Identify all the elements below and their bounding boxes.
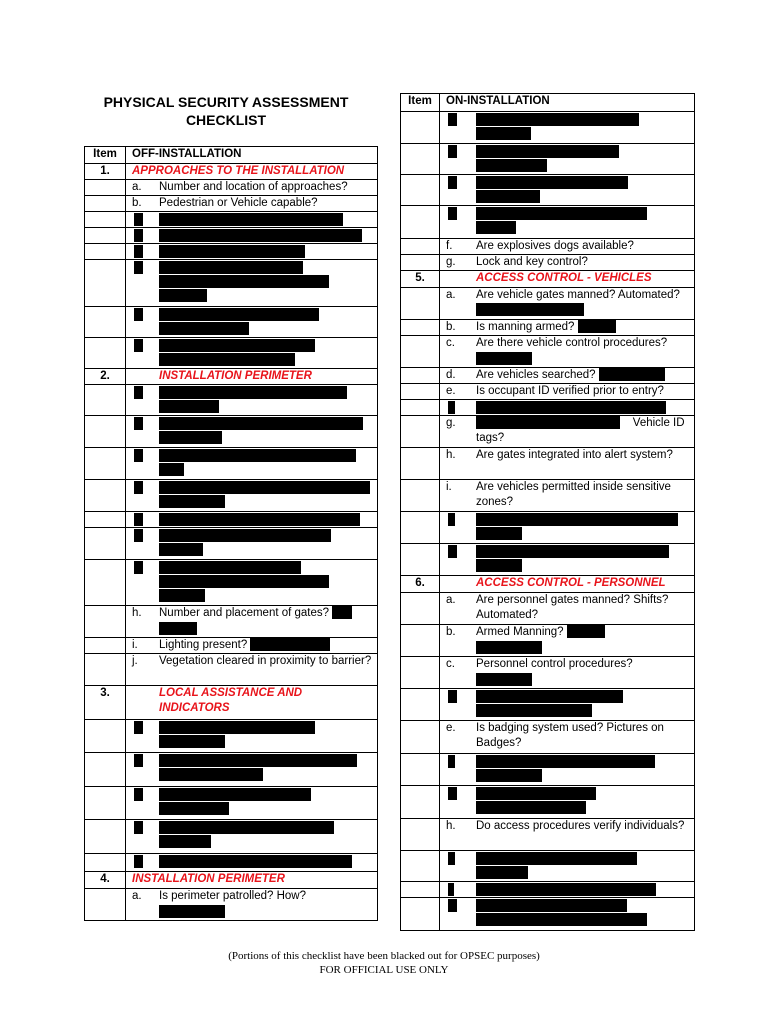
redaction-bar (476, 416, 620, 429)
item-text: Vegetation cleared in proximity to barrier? (159, 655, 372, 667)
redaction-bar (476, 113, 639, 126)
checklist-row (85, 638, 378, 654)
redacted-block (126, 560, 378, 606)
redaction-bar (448, 899, 457, 912)
redaction-bar (134, 417, 143, 430)
checklist-row (401, 721, 695, 754)
redaction-bar (134, 855, 143, 868)
redaction-bar (159, 768, 263, 781)
redaction-bar (476, 690, 623, 703)
redaction-bar (159, 513, 360, 526)
redaction-bar (159, 529, 331, 542)
item-text: Number and placement of gates? (159, 607, 330, 619)
section-row (85, 369, 378, 385)
redaction-bar (159, 308, 319, 321)
section-number: 6. (401, 576, 440, 593)
redaction-bar (476, 801, 586, 814)
redaction-bar (159, 835, 211, 848)
redacted-row (85, 228, 378, 244)
redaction-bar (476, 641, 542, 654)
checklist-row (401, 819, 695, 851)
redaction-bar (134, 245, 143, 258)
redacted-row (85, 753, 378, 787)
header-row (85, 147, 378, 164)
redacted-block (440, 851, 695, 882)
redaction-bar (159, 481, 370, 494)
redaction-bar (159, 289, 207, 302)
redacted-block (440, 175, 695, 206)
redacted-block (440, 400, 695, 416)
item-text: Is perimeter patrolled? How? (159, 890, 307, 902)
redacted-row (401, 689, 695, 721)
redaction-bar (159, 495, 225, 508)
redaction-bar (134, 213, 143, 226)
redaction-bar (134, 386, 143, 399)
redacted-block (440, 112, 695, 144)
redaction-bar (448, 145, 457, 158)
item-letter: d. (446, 369, 456, 381)
redacted-block (126, 244, 378, 260)
redacted-row (85, 448, 378, 480)
section-title: APPROACHES TO THE INSTALLATION (126, 164, 378, 180)
section-title: ACCESS CONTROL - PERSONNEL (440, 576, 695, 593)
item-letter: i. (132, 639, 138, 651)
redacted-block (440, 512, 695, 544)
section-number: 3. (85, 686, 126, 720)
redacted-row (401, 882, 695, 898)
item-text: Lighting present? (159, 639, 248, 651)
redaction-bar (159, 322, 249, 335)
checklist-row (401, 593, 695, 625)
item-letter: a. (446, 289, 456, 301)
redaction-bar (159, 855, 352, 868)
checklist-row (85, 180, 378, 196)
redacted-block (126, 854, 378, 872)
item-letter: c. (446, 337, 455, 349)
redaction-bar (476, 127, 531, 140)
redacted-row (85, 528, 378, 560)
redaction-bar (448, 207, 457, 220)
redaction-bar (476, 527, 522, 540)
checklist-row (401, 416, 695, 448)
section-number: 4. (85, 872, 126, 889)
item-text: Is manning armed? (476, 321, 575, 333)
redaction-bar (578, 320, 616, 333)
section-title: LOCAL ASSISTANCE AND INDICATORS (126, 686, 378, 720)
redacted-block (126, 448, 378, 480)
redacted-block (126, 260, 378, 307)
redacted-row (85, 338, 378, 369)
redacted-row (85, 244, 378, 260)
redacted-row (85, 720, 378, 753)
redaction-bar (159, 449, 356, 462)
redaction-bar (476, 769, 542, 782)
redaction-bar (159, 353, 295, 366)
checklist-row (401, 239, 695, 255)
redacted-row (401, 512, 695, 544)
item-text: Do access procedures verify individuals? (476, 820, 685, 832)
redaction-bar (134, 308, 143, 321)
item-letter: g. (446, 417, 456, 429)
redaction-bar (476, 190, 540, 203)
item-text: Number and location of approaches? (159, 181, 348, 193)
title-line-1: PHYSICAL SECURITY ASSESSMENT (103, 94, 349, 110)
redaction-bar (448, 401, 455, 414)
redaction-bar (476, 852, 637, 865)
redacted-block (440, 898, 695, 931)
redacted-block (440, 544, 695, 576)
item-text: Are personnel gates manned? Shifts? Automated? (476, 594, 669, 621)
redacted-row (85, 820, 378, 854)
redaction-bar (159, 463, 184, 476)
redacted-block (126, 820, 378, 854)
section-row (401, 576, 695, 593)
checklist-row (401, 368, 695, 384)
redaction-bar (476, 545, 669, 558)
checklist-row (85, 889, 378, 921)
redacted-block (126, 753, 378, 787)
redacted-block (126, 416, 378, 448)
off-installation-table (84, 146, 378, 921)
redaction-bar (159, 245, 305, 258)
redacted-block (440, 786, 695, 819)
item-text: Armed Manning? (476, 626, 564, 638)
redacted-row (401, 175, 695, 206)
redacted-block (126, 528, 378, 560)
redacted-row (401, 754, 695, 786)
item-letter: b. (132, 197, 142, 209)
redacted-row (401, 786, 695, 819)
redaction-bar (448, 755, 455, 768)
redacted-block (126, 512, 378, 528)
item-text: Pedestrian or Vehicle capable? (159, 197, 318, 209)
redaction-bar (448, 545, 457, 558)
redaction-bar (159, 589, 205, 602)
checklist-row (85, 606, 378, 638)
item-text: Is occupant ID verified prior to entry? (476, 385, 664, 397)
redaction-bar (476, 176, 628, 189)
redaction-bar (476, 303, 584, 316)
item-letter: h. (446, 449, 456, 461)
redaction-bar (476, 913, 647, 926)
redaction-bar (159, 400, 219, 413)
section-number: 5. (401, 271, 440, 288)
redaction-bar (159, 802, 229, 815)
item-text: Lock and key control? (476, 256, 588, 268)
redaction-bar (476, 221, 516, 234)
redacted-block (126, 307, 378, 338)
redaction-bar (134, 513, 143, 526)
section-row (401, 271, 695, 288)
page-title (84, 93, 368, 129)
section-row (85, 164, 378, 180)
redaction-bar (476, 883, 656, 896)
checklist-row (85, 654, 378, 686)
redacted-row (85, 416, 378, 448)
redaction-bar (159, 575, 329, 588)
opsec-note: (Portions of this checklist have been blacked out for OPSEC purposes) (228, 950, 540, 962)
redacted-block (126, 720, 378, 753)
redaction-bar (159, 561, 301, 574)
title-line-2: CHECKLIST (185, 112, 267, 128)
redacted-row (85, 480, 378, 512)
item-text: Are explosives dogs available? (476, 240, 634, 252)
redacted-row (85, 512, 378, 528)
redaction-bar (476, 755, 655, 768)
item-text: Vehicle ID tags? (476, 417, 685, 444)
col-item-header: Item (85, 147, 126, 164)
section-title: INSTALLATION PERIMETER (126, 872, 378, 889)
redacted-block (126, 212, 378, 228)
redaction-bar (159, 721, 315, 734)
checklist-row (401, 288, 695, 320)
redaction-bar (159, 788, 311, 801)
checklist-row (401, 625, 695, 657)
redaction-bar (159, 431, 222, 444)
redaction-bar (159, 821, 334, 834)
checklist-row (85, 196, 378, 212)
redaction-bar (476, 787, 596, 800)
redaction-bar (159, 622, 197, 635)
item-letter: c. (446, 658, 455, 670)
redacted-row (85, 307, 378, 338)
redacted-row (85, 212, 378, 228)
checklist-row (401, 384, 695, 400)
redaction-bar (134, 261, 143, 274)
section-row (85, 686, 378, 720)
col-section-header: ON-INSTALLATION (440, 94, 695, 112)
section-number: 2. (85, 369, 126, 385)
redaction-bar (134, 788, 143, 801)
redaction-bar (448, 690, 457, 703)
redaction-bar (448, 176, 457, 189)
redaction-bar (476, 704, 592, 717)
redaction-bar (159, 386, 347, 399)
fouo-marking: FOR OFFICIAL USE ONLY (319, 964, 449, 976)
redaction-bar (159, 275, 329, 288)
redaction-bar (159, 261, 303, 274)
redaction-bar (134, 821, 143, 834)
redaction-bar (134, 481, 143, 494)
section-title: INSTALLATION PERIMETER (126, 369, 378, 385)
redacted-row (401, 898, 695, 931)
redacted-row (401, 544, 695, 576)
redacted-block (126, 480, 378, 512)
redaction-bar (599, 368, 665, 381)
item-text: Are vehicles searched? (476, 369, 596, 381)
redaction-bar (159, 754, 357, 767)
redaction-bar (476, 673, 532, 686)
redaction-bar (134, 721, 143, 734)
redacted-block (440, 754, 695, 786)
redacted-row (401, 112, 695, 144)
section-number: 1. (85, 164, 126, 180)
redaction-bar (476, 899, 627, 912)
item-letter: b. (446, 626, 456, 638)
redaction-bar (448, 113, 457, 126)
redaction-bar (159, 339, 315, 352)
item-letter: b. (446, 321, 456, 333)
redacted-block (440, 144, 695, 175)
redaction-bar (159, 229, 362, 242)
redacted-row (85, 385, 378, 416)
redacted-block (440, 689, 695, 721)
redaction-bar (476, 352, 532, 365)
item-letter: a. (446, 594, 456, 606)
redaction-bar (476, 401, 666, 414)
redaction-bar (159, 213, 343, 226)
redacted-block (440, 882, 695, 898)
redaction-bar (134, 229, 143, 242)
section-row (85, 872, 378, 889)
item-letter: h. (132, 607, 142, 619)
item-letter: h. (446, 820, 456, 832)
redaction-bar (159, 543, 203, 556)
redacted-row (401, 206, 695, 239)
redaction-bar (159, 417, 363, 430)
redacted-row (401, 851, 695, 882)
item-letter: e. (446, 722, 456, 734)
redacted-block (126, 228, 378, 244)
redaction-bar (159, 735, 225, 748)
redacted-block (126, 338, 378, 369)
redaction-bar (448, 852, 455, 865)
item-letter: a. (132, 890, 142, 902)
redaction-bar (250, 638, 330, 651)
checklist-row (401, 480, 695, 512)
redaction-bar (476, 207, 647, 220)
redaction-bar (567, 625, 605, 638)
redaction-bar (476, 145, 619, 158)
redaction-bar (134, 449, 143, 462)
redacted-block (126, 385, 378, 416)
redacted-row (85, 560, 378, 606)
item-text: Are vehicle gates manned? Automated? (476, 289, 680, 301)
checklist-row (401, 320, 695, 336)
col-item-header: Item (401, 94, 440, 112)
redacted-row (401, 400, 695, 416)
item-letter: j. (132, 655, 138, 667)
redaction-bar (134, 339, 143, 352)
item-text: Are there vehicle control procedures? (476, 337, 668, 349)
item-letter: g. (446, 256, 456, 268)
redaction-bar (134, 754, 143, 767)
header-row (401, 94, 695, 112)
redacted-row (85, 787, 378, 820)
redacted-row (401, 144, 695, 175)
redaction-bar (448, 787, 457, 800)
checklist-row (401, 657, 695, 689)
redacted-row (85, 260, 378, 307)
redaction-bar (134, 561, 143, 574)
item-letter: e. (446, 385, 456, 397)
item-letter: a. (132, 181, 142, 193)
on-installation-table (400, 93, 695, 931)
redaction-bar (448, 513, 455, 526)
checklist-row (401, 448, 695, 480)
redaction-bar (159, 905, 225, 918)
redaction-bar (332, 606, 352, 619)
redaction-bar (448, 883, 454, 896)
redaction-bar (476, 513, 678, 526)
checklist-row (401, 336, 695, 368)
redacted-row (85, 854, 378, 872)
redaction-bar (476, 159, 547, 172)
item-text: Personnel control procedures? (476, 658, 633, 670)
item-text: Are gates integrated into alert system? (476, 449, 673, 461)
col-section-header: OFF-INSTALLATION (126, 147, 378, 164)
redaction-bar (134, 529, 143, 542)
item-letter: i. (446, 481, 452, 493)
redaction-bar (476, 559, 522, 572)
checklist-row (401, 255, 695, 271)
section-title: ACCESS CONTROL - VEHICLES (440, 271, 695, 288)
redaction-bar (476, 866, 528, 879)
item-letter: f. (446, 240, 453, 252)
redacted-block (126, 787, 378, 820)
redacted-block (440, 206, 695, 239)
item-text: Are vehicles permitted inside sensitive zones? (476, 481, 671, 508)
item-text: Is badging system used? Pictures on Badges? (476, 722, 664, 749)
